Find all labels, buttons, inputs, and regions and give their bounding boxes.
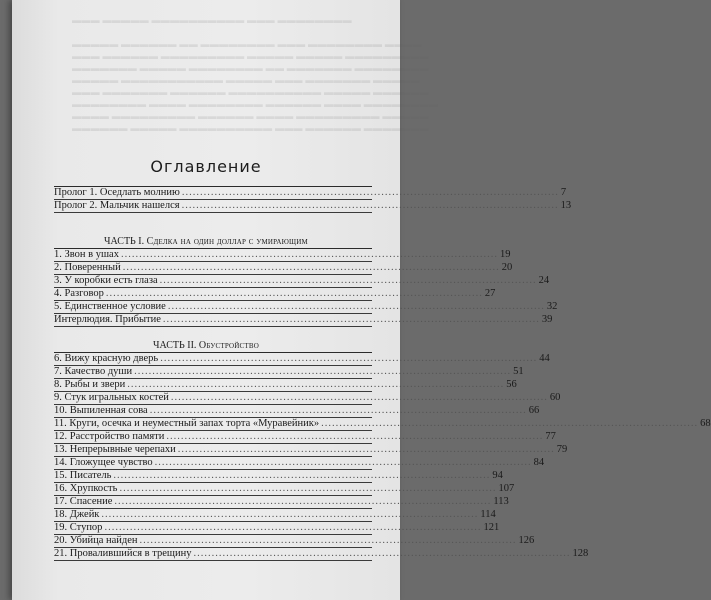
toc-entry — [54, 496, 509, 509]
toc-entry — [54, 522, 500, 535]
leader-dots — [113, 470, 490, 482]
toc-entry — [54, 431, 556, 444]
entry-page: 56 — [506, 379, 517, 390]
entry-label: Пролог 1. Оседлать молнию — [54, 187, 180, 198]
toc-entry — [54, 366, 524, 379]
part2-heading — [12, 340, 400, 351]
leader-dots — [160, 353, 537, 365]
entry-label: 19. Ступор — [54, 522, 103, 533]
entry-label: 15. Писатель — [54, 470, 112, 481]
prologue-list — [54, 187, 572, 213]
leader-dots — [123, 262, 500, 274]
entry-page: 126 — [518, 535, 535, 546]
leader-dots — [160, 275, 537, 287]
toc-entry — [54, 457, 545, 470]
part1-prefix: ЧАСТЬ I. — [104, 236, 147, 247]
leader-dots — [101, 509, 478, 521]
entry-page: 19 — [499, 249, 511, 260]
part2-prefix: ЧАСТЬ II. — [153, 340, 199, 351]
entry-page: 20 — [501, 262, 513, 273]
entry-page: 60 — [549, 392, 561, 403]
toc-entry — [54, 379, 517, 392]
entry-page: 44 — [539, 353, 550, 364]
toc-entry — [54, 262, 513, 275]
entry-label: 7. Качество души — [54, 366, 133, 377]
entry-page: 13 — [560, 200, 572, 211]
leader-dots — [127, 379, 504, 391]
entry-page: 77 — [545, 431, 556, 442]
leader-dots — [178, 444, 555, 456]
leader-dots — [104, 522, 481, 534]
entry-label: 1. Звон в ушах — [54, 249, 119, 260]
part2-title: Обустройство — [198, 340, 259, 351]
entry-page: 128 — [572, 548, 589, 559]
leader-dots — [321, 418, 698, 430]
leader-dots — [163, 314, 540, 326]
leader-dots — [140, 535, 517, 547]
toc-entry — [54, 353, 550, 366]
toc-entry — [54, 275, 550, 288]
leader-dots — [150, 405, 527, 417]
toc-entry — [54, 314, 553, 327]
toc-entry — [54, 187, 567, 200]
entry-page: 68 — [700, 418, 711, 429]
leader-dots — [119, 483, 496, 495]
book-page — [12, 0, 711, 600]
bleed-through-text: ▬▬▬ ▬▬▬▬▬ ▬▬▬▬▬▬▬▬▬▬ ▬▬▬ ▬▬▬▬▬▬▬▬ ▬▬▬▬▬ ▬▬▬▬▬▬ ▬▬ ▬▬▬▬▬▬▬▬ ▬▬▬ ▬▬▬▬▬▬▬▬ ▬▬▬▬ ▬▬▬ ▬▬▬▬▬▬ ▬▬▬▬▬▬▬▬▬ ▬▬▬▬▬ ▬▬▬▬▬ ▬▬▬▬▬▬▬▬▬ ▬▬▬▬▬▬▬ ▬▬▬▬▬ ▬▬▬▬▬▬▬▬ ▬▬ ▬▬▬▬▬▬▬ ▬▬▬▬▬▬▬▬ ▬▬▬▬▬ ▬▬▬▬▬▬▬▬▬▬▬ ▬▬▬▬▬ ▬▬▬ ▬▬▬▬▬▬▬ ▬▬▬▬▬ ▬▬▬ ▬▬▬▬▬▬▬ ▬▬▬▬▬▬ ▬▬▬▬▬▬▬▬▬▬ ▬▬▬▬▬ ▬▬▬▬▬▬ ▬▬▬▬▬▬▬▬ ▬▬▬▬ ▬▬▬▬▬▬▬▬ ▬▬▬▬▬▬ ▬▬▬▬ ▬▬▬▬▬▬▬▬ ▬▬▬▬ ▬▬▬▬▬▬▬▬▬ ▬▬▬▬▬▬ ▬▬▬▬ ▬▬▬▬▬▬▬▬▬ ▬▬▬▬▬ ▬▬▬▬▬▬ ▬▬▬▬▬ ▬▬▬▬▬▬▬▬▬▬ ▬▬▬ ▬▬▬▬▬▬ ▬▬▬▬▬▬▬ — [72, 15, 439, 133]
entry-label: 21. Провалившийся в трещину — [54, 548, 192, 559]
part2-list — [54, 353, 711, 561]
leader-dots — [106, 288, 483, 300]
entry-label: 8. Рыбы и звери — [54, 379, 126, 390]
entry-label: 11. Круги, осечка и неуместный запах торта «Муравейник» — [54, 418, 320, 429]
entry-page: 24 — [538, 275, 550, 286]
toc-entry — [54, 548, 589, 561]
leader-dots — [171, 392, 548, 404]
toc-entry — [54, 509, 496, 522]
toc-entry — [54, 200, 572, 213]
toc-entry — [54, 288, 496, 301]
entry-page: 107 — [498, 483, 515, 494]
leader-dots — [134, 366, 511, 378]
leader-dots — [155, 457, 532, 469]
entry-label: 2. Поверенный — [54, 262, 121, 273]
leader-dots — [166, 431, 543, 443]
entry-label: 4. Разговор — [54, 288, 104, 299]
toc-entry — [54, 535, 535, 548]
entry-page: 94 — [492, 470, 503, 481]
entry-label: 18. Джейк — [54, 509, 100, 520]
leader-dots — [182, 200, 559, 212]
entry-label: 12. Расстройство памяти — [54, 431, 165, 442]
toc-entry — [54, 249, 511, 262]
part1-title: Сделка на один доллар с умирающим — [146, 236, 308, 247]
entry-page: 27 — [484, 288, 496, 299]
entry-page: 66 — [528, 405, 540, 416]
entry-label: Пролог 2. Мальчик нашелся — [54, 200, 180, 211]
entry-page: 51 — [513, 366, 524, 377]
entry-page: 114 — [480, 509, 496, 520]
entry-label: Интерлюдия. Прибытие — [54, 314, 161, 325]
part1-heading — [12, 236, 400, 247]
leader-dots — [114, 496, 491, 508]
entry-label: 10. Выпиленная сова — [54, 405, 148, 416]
toc-entry — [54, 392, 561, 405]
entry-label: 9. Стук игральных костей — [54, 392, 169, 403]
entry-page: 7 — [560, 187, 567, 198]
leader-dots — [182, 187, 559, 199]
toc-entry — [54, 418, 711, 431]
entry-page: 39 — [541, 314, 553, 325]
toc-entry — [54, 405, 540, 418]
entry-label: 14. Гложущее чувство — [54, 457, 153, 468]
part1-list — [54, 249, 558, 327]
toc-title: Оглавление — [150, 157, 262, 176]
entry-page: 113 — [493, 496, 509, 507]
toc-entry — [54, 301, 558, 314]
entry-label: 16. Хрупкость — [54, 483, 118, 494]
entry-label: 17. Спасение — [54, 496, 113, 507]
leader-dots — [168, 301, 545, 313]
entry-page: 79 — [556, 444, 568, 455]
entry-page: 84 — [533, 457, 545, 468]
entry-label: 20. Убийца найден — [54, 535, 138, 546]
leader-dots — [193, 548, 570, 560]
toc-entry — [54, 470, 503, 483]
leader-dots — [121, 249, 498, 261]
entry-label: 6. Вижу красную дверь — [54, 353, 159, 364]
toc-entry — [54, 444, 568, 457]
entry-page: 32 — [546, 301, 558, 312]
entry-page: 121 — [483, 522, 500, 533]
toc-entry — [54, 483, 515, 496]
entry-label: 13. Непрерывные черепахи — [54, 444, 176, 455]
entry-label: 3. У коробки есть глаза — [54, 275, 158, 286]
entry-label: 5. Единственное условие — [54, 301, 166, 312]
